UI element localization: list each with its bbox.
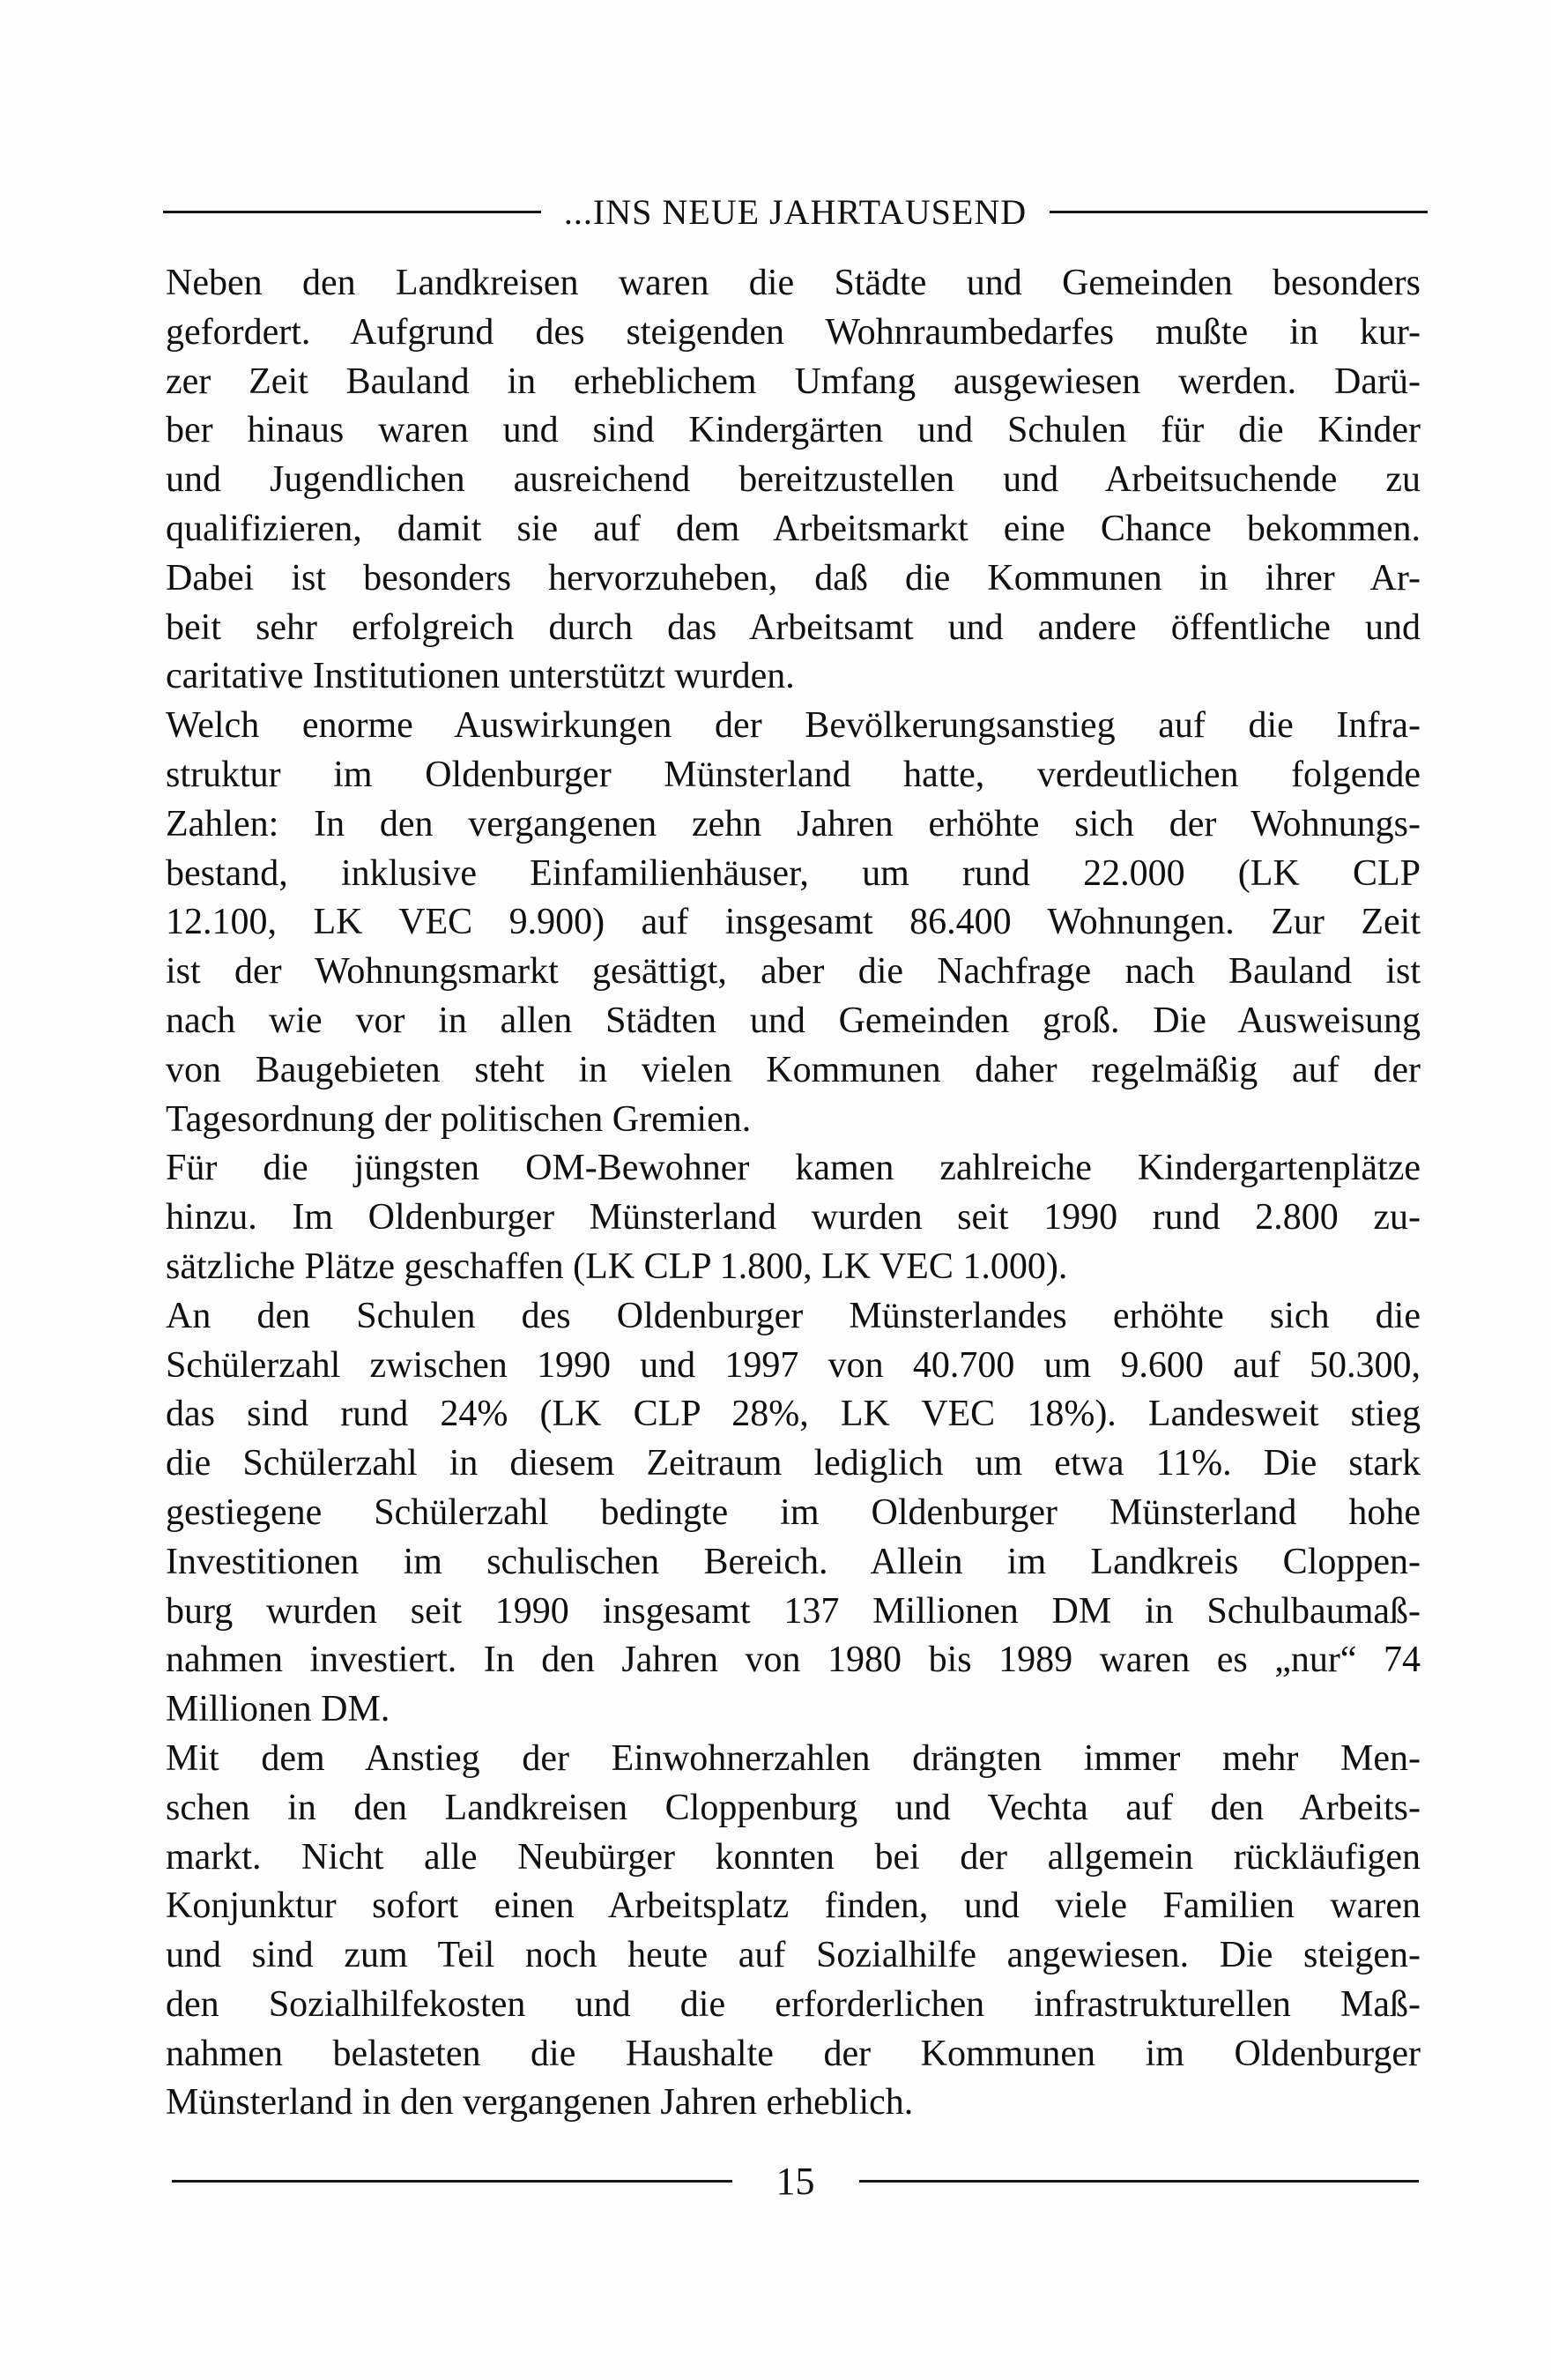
text-line: qualifizieren, damit sie auf dem Arbeitsmarkt eine Chance bekommen.: [166, 508, 1421, 549]
page-header: [163, 190, 1428, 233]
text-line: markt. Nicht alle Neubürger konnten bei der allgemein rückläufigen: [166, 1836, 1421, 1878]
text-line: und sind zum Teil noch heute auf Sozialhilfe angewiesen. Die steigen-: [166, 1935, 1421, 1976]
text-line: Neben den Landkreisen waren die Städte und Gemeinden besonders: [166, 263, 1421, 303]
footer-rule-right: [859, 2180, 1420, 2183]
text-line: Mit dem Anstieg der Einwohnerzahlen drängten immer mehr Men-: [166, 1737, 1421, 1779]
paragraph: [166, 259, 1421, 702]
text-line: schen in den Landkreisen Cloppenburg und Vechta auf den Arbeits-: [166, 1787, 1421, 1828]
text-line: und Jugendlichen ausreichend bereitzustellen und Arbeitsuchende zu: [166, 459, 1421, 501]
header-rule-left: [163, 211, 541, 213]
text-line: ber hinaus waren und sind Kindergärten und Schulen für die Kinder: [166, 410, 1421, 451]
text-line: ist der Wohnungsmarkt gesättigt, aber die Nachfrage nach Bauland ist: [166, 951, 1421, 993]
text-line: Millionen DM.: [166, 1689, 390, 1730]
footer-rule-left: [172, 2180, 732, 2183]
text-line: hinzu. Im Oldenburger Münsterland wurden seit 1990 rund 2.800 zu-: [166, 1197, 1421, 1238]
text-line: burg wurden seit 1990 insgesamt 137 Millionen DM in Schulbaumaß-: [166, 1590, 1421, 1632]
running-head-title: ...INS NEUE JAHRTAUSEND: [563, 191, 1028, 232]
paragraph: [166, 702, 1421, 1144]
body-text: [166, 259, 1421, 2128]
text-line: Schülerzahl zwischen 1990 und 1997 von 40.700 um 9.600 auf 50.300,: [166, 1344, 1421, 1386]
text-line: beit sehr erfolgreich durch das Arbeitsamt und andere öffentliche und: [166, 606, 1421, 648]
text-line: 12.100, LK VEC 9.900) auf insgesamt 86.400 Wohnungen. Zur Zeit: [166, 902, 1421, 943]
paragraph: [166, 1735, 1421, 2128]
paragraph: [166, 1144, 1421, 1291]
text-line: Für die jüngsten OM-Bewohner kamen zahlreiche Kindergartenplätze: [166, 1148, 1421, 1189]
text-line: Welch enorme Auswirkungen der Bevölkerungsanstieg auf die Infra-: [166, 705, 1421, 747]
text-line: zer Zeit Bauland in erheblichem Umfang ausgewiesen werden. Darü-: [166, 361, 1421, 402]
paragraph: [166, 1292, 1421, 1735]
text-line: sätzliche Plätze geschaffen (LK CLP 1.800, LK VEC 1.000).: [166, 1246, 1068, 1287]
text-line: Dabei ist besonders hervorzuheben, daß die Kommunen in ihrer Ar-: [166, 557, 1421, 599]
text-line: von Baugebieten steht in vielen Kommunen daher regelmäßig auf der: [166, 1049, 1421, 1090]
text-line: Tagesordnung der politischen Gremien.: [166, 1098, 752, 1140]
page-footer: [172, 2158, 1419, 2204]
text-line: An den Schulen des Oldenburger Münsterlandes erhöhte sich die: [166, 1295, 1421, 1336]
text-line: den Sozialhilfekosten und die erforderlichen infrastrukturellen Maß-: [166, 1983, 1421, 2025]
text-line: Investitionen im schulischen Bereich. Allein im Landkreis Cloppen-: [166, 1541, 1421, 1582]
header-rule-right: [1050, 211, 1428, 213]
text-line: die Schülerzahl in diesem Zeitraum lediglich um etwa 11%. Die stark: [166, 1443, 1421, 1484]
text-line: struktur im Oldenburger Münsterland hatte, verdeutlichen folgende: [166, 754, 1421, 795]
page-number: 15: [776, 2159, 815, 2203]
text-line: nahmen belasteten die Haushalte der Kommunen im Oldenburger: [166, 2033, 1421, 2074]
text-line: gefordert. Aufgrund des steigenden Wohnraumbedarfes mußte in kur-: [166, 311, 1421, 353]
text-line: nach wie vor in allen Städten und Gemeinden groß. Die Ausweisung: [166, 1000, 1421, 1041]
text-line: das sind rund 24% (LK CLP 28%, LK VEC 18%). Landesweit stieg: [166, 1394, 1421, 1435]
text-line: bestand, inklusive Einfamilienhäuser, um rund 22.000 (LK CLP: [166, 852, 1421, 894]
text-line: Konjunktur sofort einen Arbeitsplatz finden, und viele Familien waren: [166, 1885, 1421, 1927]
text-line: gestiegene Schülerzahl bedingte im Oldenburger Münsterland hohe: [166, 1491, 1421, 1533]
text-line: caritative Institutionen unterstützt wurden.: [166, 656, 795, 697]
text-line: nahmen investiert. In den Jahren von 1980 bis 1989 waren es „nur“ 74: [166, 1640, 1421, 1681]
text-line: Zahlen: In den vergangenen zehn Jahren erhöhte sich der Wohnungs-: [166, 803, 1421, 844]
text-line: Münsterland in den vergangenen Jahren erheblich.: [166, 2082, 914, 2123]
